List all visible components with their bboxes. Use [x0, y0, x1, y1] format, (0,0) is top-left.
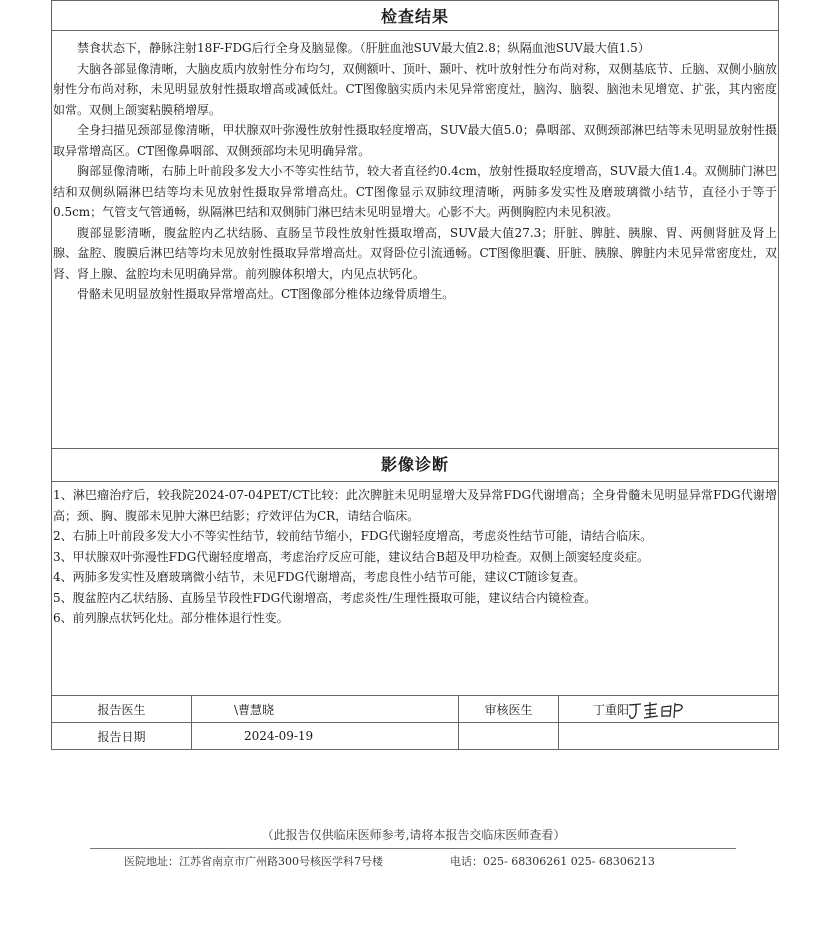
diagnosis-text	[53, 485, 777, 629]
diagnosis-item: 4、两肺多发实性及磨玻璃微小结节，未见FDG代谢增高，考虑良性小结节可能，建议CT随诊复查。	[53, 570, 586, 584]
report-doctor-name: \曹慧晓	[192, 696, 459, 723]
findings-title: 检查结果	[51, 3, 779, 31]
diagnosis-item: 6、前列腺点状钙化灶。部分椎体退行性变。	[53, 611, 289, 625]
report-doctor-label: 报告医生	[52, 696, 192, 723]
diagnosis-item: 3、甲状腺双叶弥漫性FDG代谢轻度增高，考虑治疗反应可能，建议结合B超及甲功检查。双侧上颌窦轻度炎症。	[53, 549, 649, 564]
diagnosis-item: 1、淋巴瘤治疗后，较我院2024-07-04PET/CT比较：此次脾脏未见明显增大及异常FDG代谢增高；全身骨髓未见明显异常FDG代谢增高；颈、胸、腹部未见肿大淋巴结影；疗效评估为CR，请结合临床。	[53, 488, 777, 523]
report-date-value: 2024-09-19	[192, 723, 459, 750]
findings-text	[53, 38, 777, 305]
findings-paragraph: 骨骼未见明显放射性摄取异常增高灶。CT图像部分椎体边缘骨质增生。	[77, 287, 455, 301]
diagnosis-item: 2、右肺上叶前段多发大小不等实性结节，较前结节缩小，FDG代谢轻度增高，考虑炎性结节可能，请结合临床。	[53, 529, 653, 543]
handwritten-signature	[627, 699, 687, 721]
report-date-label: 报告日期	[52, 723, 192, 750]
footer-address: 医院地址：江苏省南京市广州路300号核医学科7号楼	[124, 855, 383, 868]
review-doctor-label: 审核医生	[459, 696, 559, 723]
footer-note: （此报告仅供临床医师参考,请将本报告交临床医师查看）	[261, 828, 566, 842]
findings-paragraph: 全身扫描见颈部显像清晰，甲状腺双叶弥漫性放射性摄取轻度增高，SUV最大值5.0；鼻咽部、双侧颈部淋巴结等未见明显放射性摄取异常增高区。CT图像鼻咽部、双侧颈部均未见明确异常。	[53, 123, 777, 158]
findings-paragraph: 禁食状态下，静脉注射18F-FDG后行全身及脑显像。（肝脏血池SUV最大值2.8；纵隔血池SUV最大值1.5）	[77, 41, 650, 55]
findings-paragraph: 腹部显影清晰，腹盆腔内乙状结肠、直肠呈节段性放射性摄取增高，SUV最大值27.3；肝脏、脾脏、胰腺、胃、两侧肾脏及肾上腺、盆腔、腹膜后淋巴结等均未见放射性摄取异常增高灶。双肾卧位引流通畅。CT图像胆囊、肝脏、胰腺、脾脏内未见异常密度灶，双肾、肾上腺、盆腔均未见明确异常。前列腺体积增大，内见点状钙化。	[53, 225, 777, 281]
findings-paragraph: 大脑各部显像清晰，大脑皮质内放射性分布均匀，双侧额叶、顶叶、颞叶、枕叶放射性分布尚对称，双侧基底节、丘脑、双侧小脑放射性分布尚对称，未见明显放射性摄取增高或减低灶。CT图像脑实质内未见异常密度灶，脑沟、脑裂、脑池未见增宽、扩张，其内密度如常。双侧上颌窦粘膜稍增厚。	[53, 61, 777, 117]
footer-phone: 电话：025- 68306261 025- 68306213	[450, 855, 655, 868]
diagnosis-item: 5、腹盆腔内乙状结肠、直肠呈节段性FDG代谢增高，考虑炎性/生理性摄取可能，建议结合内镜检查。	[53, 590, 597, 605]
empty-cell	[559, 723, 779, 750]
review-doctor-name: 丁重阳	[559, 696, 779, 723]
empty-cell	[459, 723, 559, 750]
diagnosis-title: 影像诊断	[51, 450, 779, 482]
footer-divider	[90, 848, 736, 849]
findings-paragraph: 胸部显像清晰，右肺上叶前段多发大小不等实性结节，较大者直径约0.4cm，放射性摄取轻度增高，SUV最大值1.4。双侧肺门淋巴结和双侧纵隔淋巴结等均未见放射性摄取异常增高灶。CT图像显示双肺纹理清晰，两肺多发实性及磨玻璃微小结节，直径小于等于0.5cm；气管支气管通畅，纵隔淋巴结和双侧肺门淋巴结未见明显增大。心影不大。两侧胸腔内未见积液。	[53, 164, 777, 219]
